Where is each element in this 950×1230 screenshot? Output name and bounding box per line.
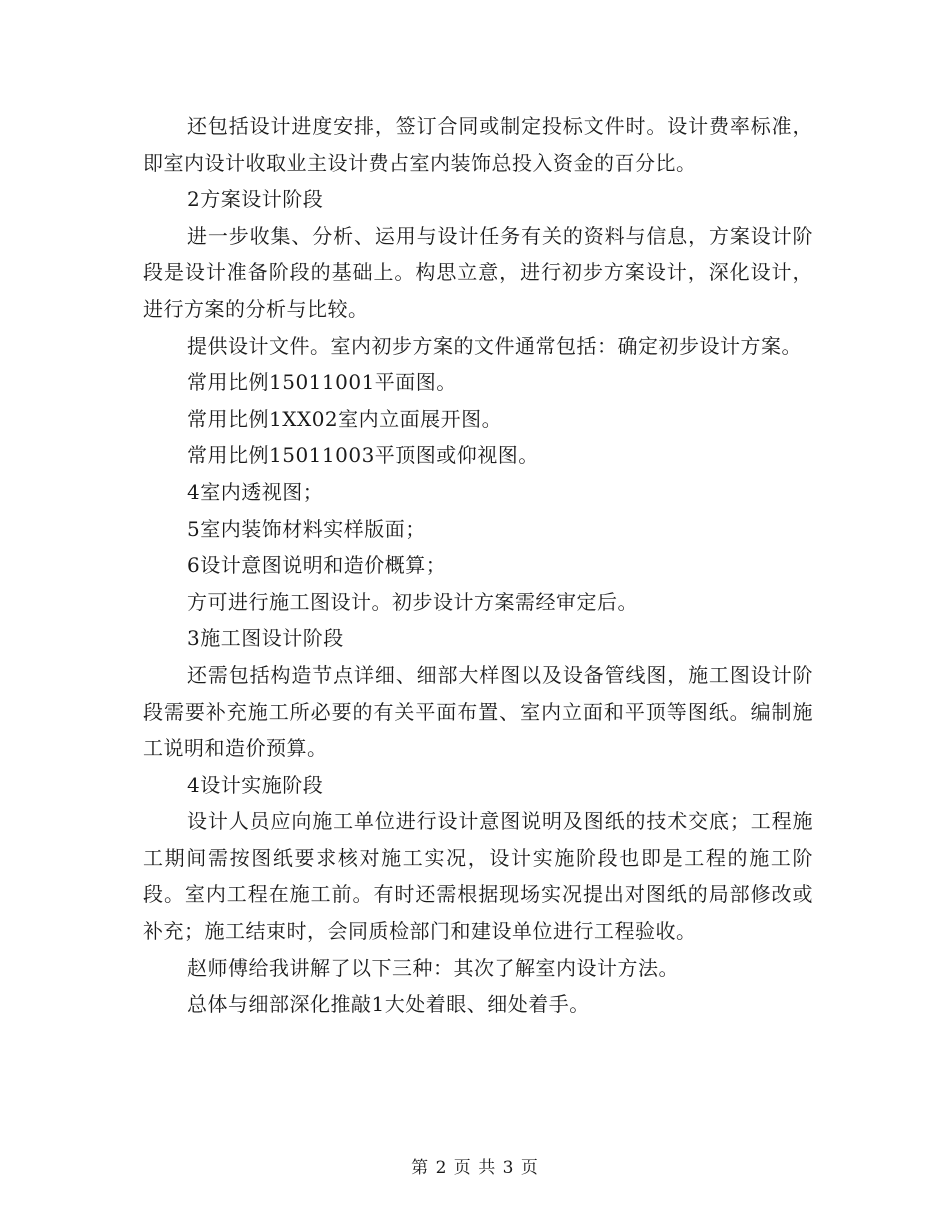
paragraph-ceiling-plan-scale: 常用比例15011003平顶图或仰视图。 [187, 443, 539, 468]
paragraph-design-methods: 赵师傅给我讲解了以下三种：其次了解室内设计方法。 [187, 955, 679, 980]
paragraph-floor-plan-scale: 常用比例15011001平面图。 [187, 370, 457, 395]
paragraph-material-samples: 5室内装饰材料实样版面； [187, 516, 426, 541]
paragraph-overall-detail: 总体与细部深化推敲1大处着眼、细处着手。 [187, 992, 590, 1017]
paragraph-approval: 方可进行施工图设计。初步设计方案需经审定后。 [187, 589, 638, 614]
paragraph-construction-drawings: 还需包括构造节点详细、细部大样图以及设备管线图，施工图设计阶段需要补充施工所必要的有关平面布置、室内立面和平顶等图纸。编制施工说明和造价预算。 [143, 662, 813, 761]
document-body [143, 108, 813, 1023]
page-number-footer: 第 2 页 共 3 页 [411, 1158, 539, 1178]
paragraph-design-fee: 还包括设计进度安排，签订合同或制定投标文件时。设计费率标准，即室内设计收取业主设计费占室内装饰总投入资金的百分比。 [143, 114, 813, 175]
paragraph-implementation: 设计人员应向施工单位进行设计意图说明及图纸的技术交底；工程施工期间需按图纸要求核对施工实况，设计实施阶段也即是工程的施工阶段。室内工程在施工前。有时还需根据现场实况提出对图纸的局部修改或补充；施工结束时，会同质检部门和建设单位进行工程验收。 [143, 809, 813, 944]
heading-construction-drawing-stage: 3施工图设计阶段 [187, 626, 344, 651]
paragraph-elevation-scale: 常用比例1XX02室内立面展开图。 [187, 406, 503, 431]
paragraph-perspective: 4室内透视图； [187, 479, 324, 504]
heading-scheme-design-stage: 2方案设计阶段 [187, 187, 324, 212]
heading-implementation-stage: 4设计实施阶段 [187, 772, 324, 797]
paragraph-cost-estimate: 6设计意图说明和造价概算； [187, 553, 447, 578]
paragraph-scheme-design: 进一步收集、分析、运用与设计任务有关的资料与信息，方案设计阶段是设计准备阶段的基础上。构思立意，进行初步方案设计，深化设计，进行方案的分析与比较。 [143, 223, 813, 321]
paragraph-design-documents: 提供设计文件。室内初步方案的文件通常包括：确定初步设计方案。 [187, 333, 802, 358]
